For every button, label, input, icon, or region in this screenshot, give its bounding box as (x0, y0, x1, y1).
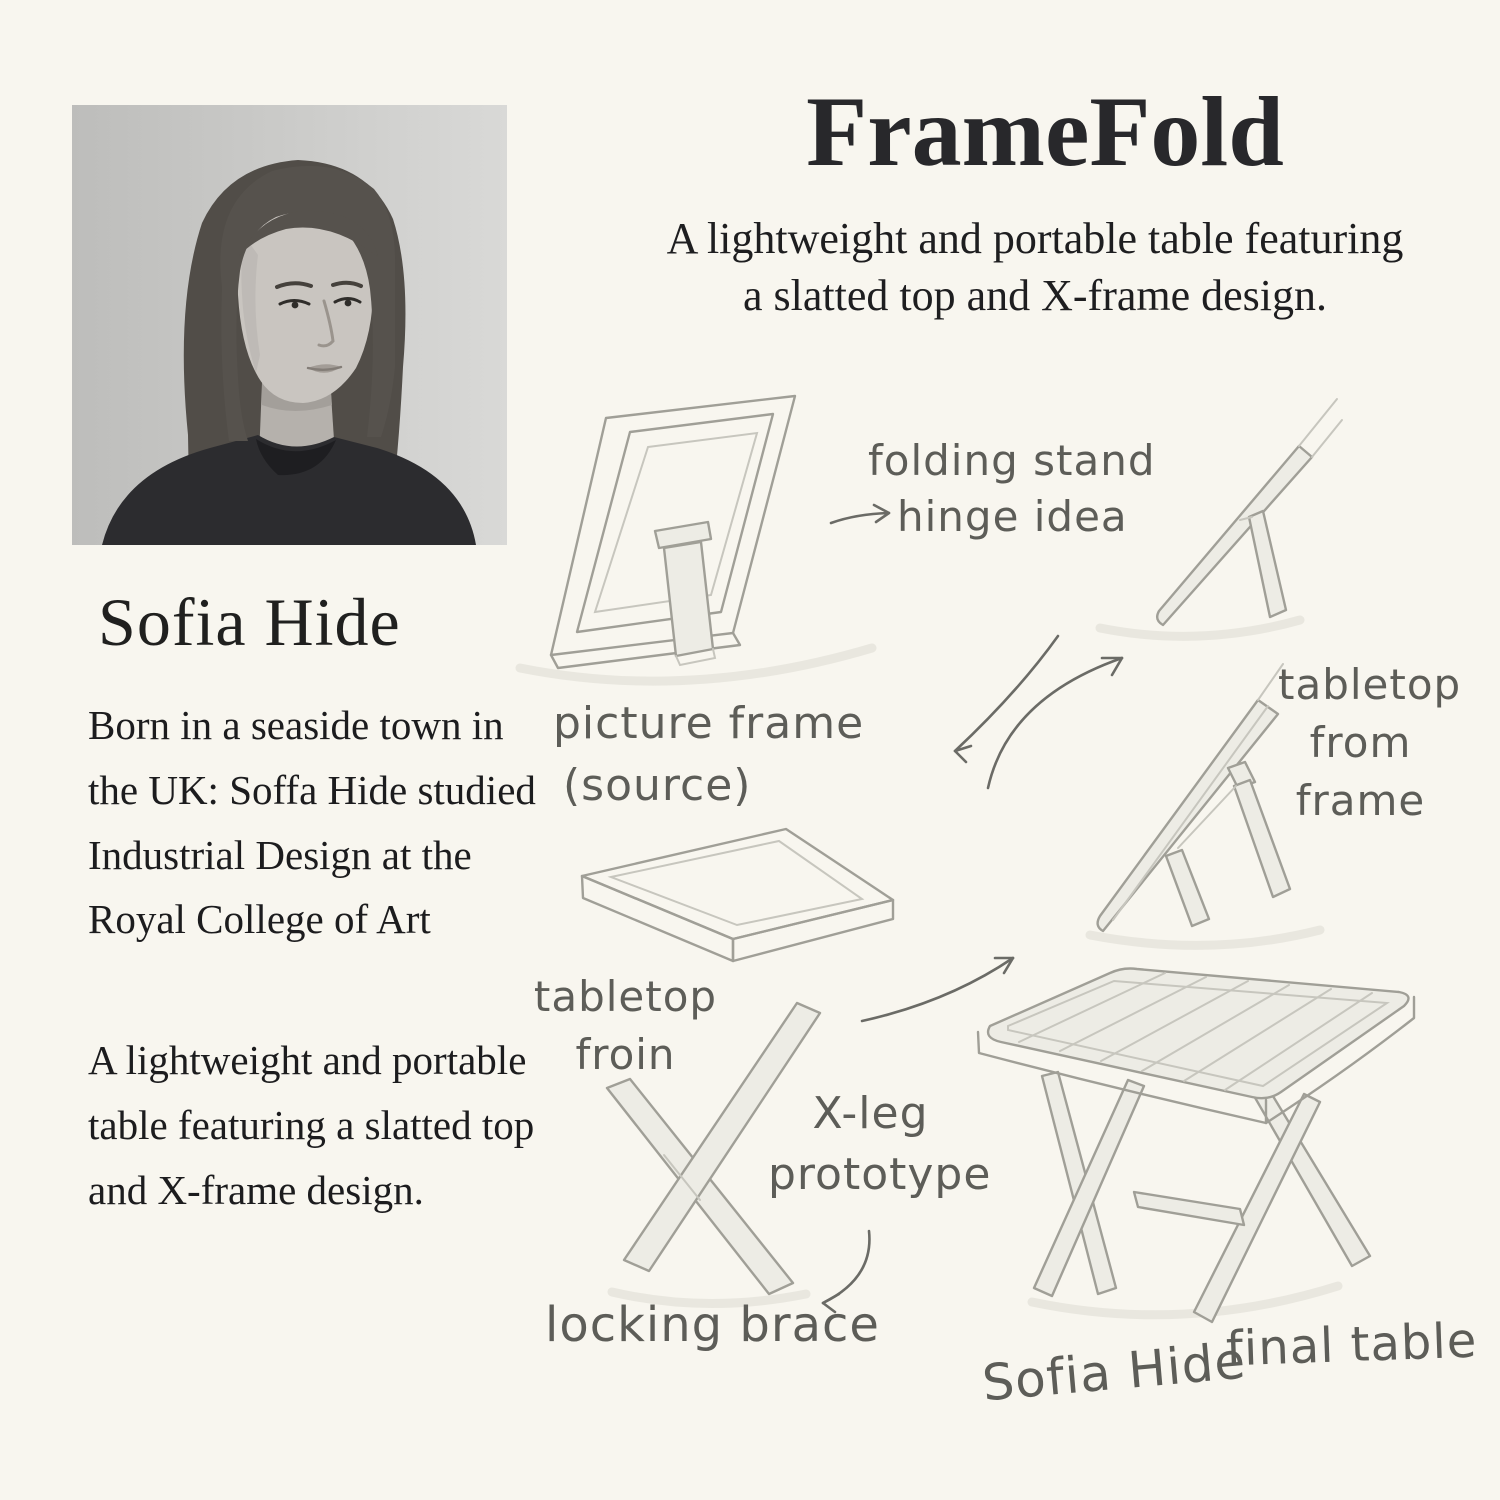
label-tabletop-from-frame-line3: frame (1295, 775, 1426, 825)
label-tabletop-from-frame-line2: from (1309, 717, 1412, 767)
label-tabletop-froin (533, 968, 718, 1084)
picture-frame-sketch (551, 396, 795, 668)
frame-with-legs-sketch (1098, 664, 1290, 931)
label-picture-frame: picture frame (553, 698, 865, 749)
label-folding-stand: folding stand (868, 436, 1156, 485)
label-final-table: final table (1225, 1312, 1479, 1378)
leaning-frame-sketch (1157, 399, 1342, 625)
label-tabletop-from-frame (1278, 656, 1462, 830)
designer-bio: Born in a seaside town in the UK: Soffa Hide studied Industrial Design at the Royal College of Art (88, 702, 536, 943)
label-source: (source) (563, 760, 752, 811)
leaning-frame-shadow (1100, 620, 1300, 636)
tabletop-panel-sketch (582, 829, 893, 961)
subtitle-line-1: A lightweight and portable table featuring (666, 214, 1404, 263)
frame-legs-shadow (1090, 930, 1320, 945)
arrow-to-final-table-icon (862, 958, 1013, 1021)
subtitle-line-2: a slatted top and X-frame design. (742, 271, 1328, 321)
label-x-leg-line2: prototype (768, 1148, 992, 1200)
final-table-sketch (978, 969, 1414, 1323)
product-title: FrameFold (806, 76, 1284, 187)
signature: Sofia Hide (979, 1331, 1249, 1413)
label-x-leg-line1: X-leg (812, 1088, 929, 1139)
table-shadow (1032, 1286, 1338, 1315)
label-tabletop-froin-line1: tabletop (533, 972, 718, 1021)
designer-name: Sofia Hide (98, 584, 401, 660)
label-hinge-idea: hinge idea (897, 492, 1128, 541)
label-locking-brace: locking brace (545, 1297, 880, 1353)
arrow-to-leaning-frame-icon (988, 658, 1122, 788)
label-x-leg-prototype (768, 1084, 992, 1205)
product-description: A lightweight and portable table featuring a slatted top and X-frame design. (88, 1037, 535, 1213)
arrow-hinge-icon (831, 505, 889, 523)
label-tabletop-froin-line2: froin (575, 1029, 676, 1079)
label-tabletop-from-frame-line1: tabletop (1278, 660, 1462, 709)
